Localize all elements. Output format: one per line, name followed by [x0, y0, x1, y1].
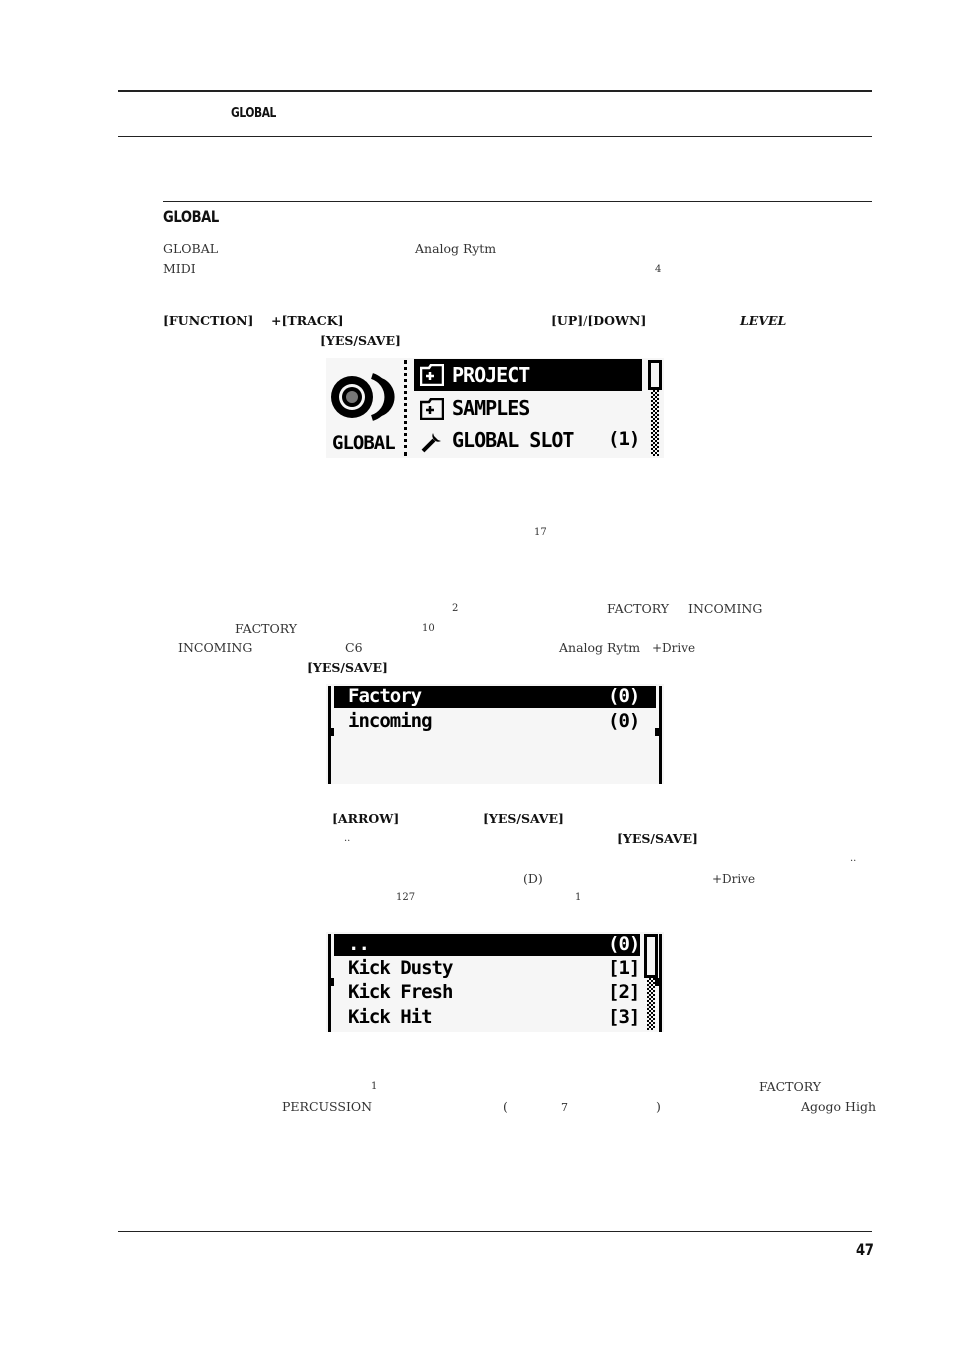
- folder-row-incoming-count: (0): [608, 710, 640, 732]
- key-down: [DOWN]: [587, 313, 647, 328]
- folder-row-factory-count: (0): [608, 685, 640, 707]
- lcd-sample-list: [326, 932, 664, 1032]
- lcd-global-menu: [326, 358, 664, 458]
- sample-row-kick-fresh-name[interactable]: Kick Fresh: [348, 981, 453, 1003]
- para3-drive: +Drive: [652, 641, 696, 655]
- para3-factory-2: FACTORY: [235, 621, 298, 636]
- section-title: GLOBAL: [163, 207, 219, 226]
- para1-midi: MIDI: [163, 261, 196, 276]
- wrench-icon: [420, 430, 444, 454]
- para4-drive: +Drive: [712, 872, 756, 886]
- para5-percussion: PERCUSSION: [282, 1099, 373, 1114]
- sample-row-parent-highlight[interactable]: [334, 934, 640, 956]
- para4-1: 1: [575, 892, 582, 903]
- key-yes-save-3: [YES/SAVE]: [483, 811, 564, 826]
- para4-d: (D): [523, 871, 543, 886]
- lcd1-scrollbar-track: [651, 390, 659, 456]
- menu-item-project[interactable]: PROJECT: [452, 363, 530, 387]
- folder-icon: [420, 398, 444, 420]
- footer-rule: [118, 1231, 872, 1232]
- key-yes-save-2: [YES/SAVE]: [307, 660, 388, 675]
- lcd2-right-arrow: [655, 728, 661, 736]
- lcd1-separator: [404, 360, 407, 456]
- folder-row-factory-name[interactable]: Factory: [348, 685, 422, 707]
- para1-analog-rytm: Analog Rytm: [415, 241, 497, 256]
- key-function: [FUNCTION]: [163, 313, 254, 328]
- para5-num7: 7: [561, 1101, 568, 1114]
- para5-agogo-high: Agogo High: [801, 1099, 877, 1114]
- header-rule-top: [118, 90, 872, 92]
- para1-num4: 4: [655, 264, 662, 275]
- header-rule-bottom: [118, 136, 872, 137]
- para3-analog-rytm: Analog Rytm: [559, 640, 641, 655]
- folder-icon: [420, 364, 444, 386]
- global-slot-value: (1): [608, 428, 640, 450]
- menu-item-samples[interactable]: SAMPLES: [452, 396, 530, 420]
- para4-dots-2: ..: [850, 853, 857, 864]
- sample-row-parent-name[interactable]: ..: [348, 933, 369, 955]
- para4-127: 127: [396, 892, 416, 903]
- sample-row-kick-hit-slot: [3]: [608, 1006, 640, 1028]
- key-slash: /: [583, 313, 588, 328]
- lcd3-left-arrow: [328, 978, 334, 986]
- lcd1-scrollbar-thumb[interactable]: [648, 360, 662, 390]
- key-arrow: [ARROW]: [332, 811, 400, 826]
- global-logo-icon: [328, 370, 402, 428]
- folder-row-incoming-name[interactable]: incoming: [348, 710, 432, 732]
- header-section-label: GLOBAL: [231, 106, 276, 121]
- para3-c6: C6: [345, 640, 363, 655]
- lcd3-scrollbar-thumb[interactable]: [644, 934, 658, 978]
- sample-row-kick-dusty-slot: [1]: [608, 957, 640, 979]
- level-label: LEVEL: [740, 313, 787, 328]
- lcd3-right-arrow: [655, 978, 661, 986]
- para5-factory: FACTORY: [759, 1079, 822, 1094]
- para3-num2: 2: [452, 603, 459, 614]
- menu-item-global-slot[interactable]: GLOBAL SLOT: [452, 428, 574, 452]
- para3-incoming-2: INCOMING: [178, 640, 253, 655]
- sample-row-kick-fresh-slot: [2]: [608, 981, 640, 1003]
- global-logo-label: GLOBAL: [332, 432, 395, 454]
- key-yes-save-1: [YES/SAVE]: [320, 333, 401, 348]
- para1-global: GLOBAL: [163, 241, 219, 256]
- para5-rparen: ): [656, 1099, 661, 1114]
- section-rule: [163, 201, 872, 202]
- key-yes-save-4: [YES/SAVE]: [617, 831, 698, 846]
- sample-row-kick-hit-name[interactable]: Kick Hit: [348, 1006, 432, 1028]
- page-number: 47: [856, 1240, 874, 1259]
- para3-num10: 10: [422, 623, 435, 634]
- para3-incoming: INCOMING: [688, 601, 763, 616]
- key-updown: [551, 313, 646, 328]
- key-track: +[TRACK]: [271, 313, 344, 328]
- key-up: [UP]: [551, 313, 584, 328]
- lcd3-scrollbar-track: [647, 978, 655, 1030]
- lcd2-left-arrow: [328, 728, 334, 736]
- para5-lparen: (: [503, 1099, 508, 1114]
- sample-row-parent-slot: (0): [608, 933, 640, 955]
- sample-row-kick-dusty-name[interactable]: Kick Dusty: [348, 957, 453, 979]
- lcd-sample-folders: [326, 684, 664, 784]
- para5-num1: 1: [371, 1081, 378, 1092]
- footnote-17: 17: [534, 527, 547, 538]
- para4-dots: ..: [344, 833, 351, 844]
- para3-factory: FACTORY: [607, 601, 670, 616]
